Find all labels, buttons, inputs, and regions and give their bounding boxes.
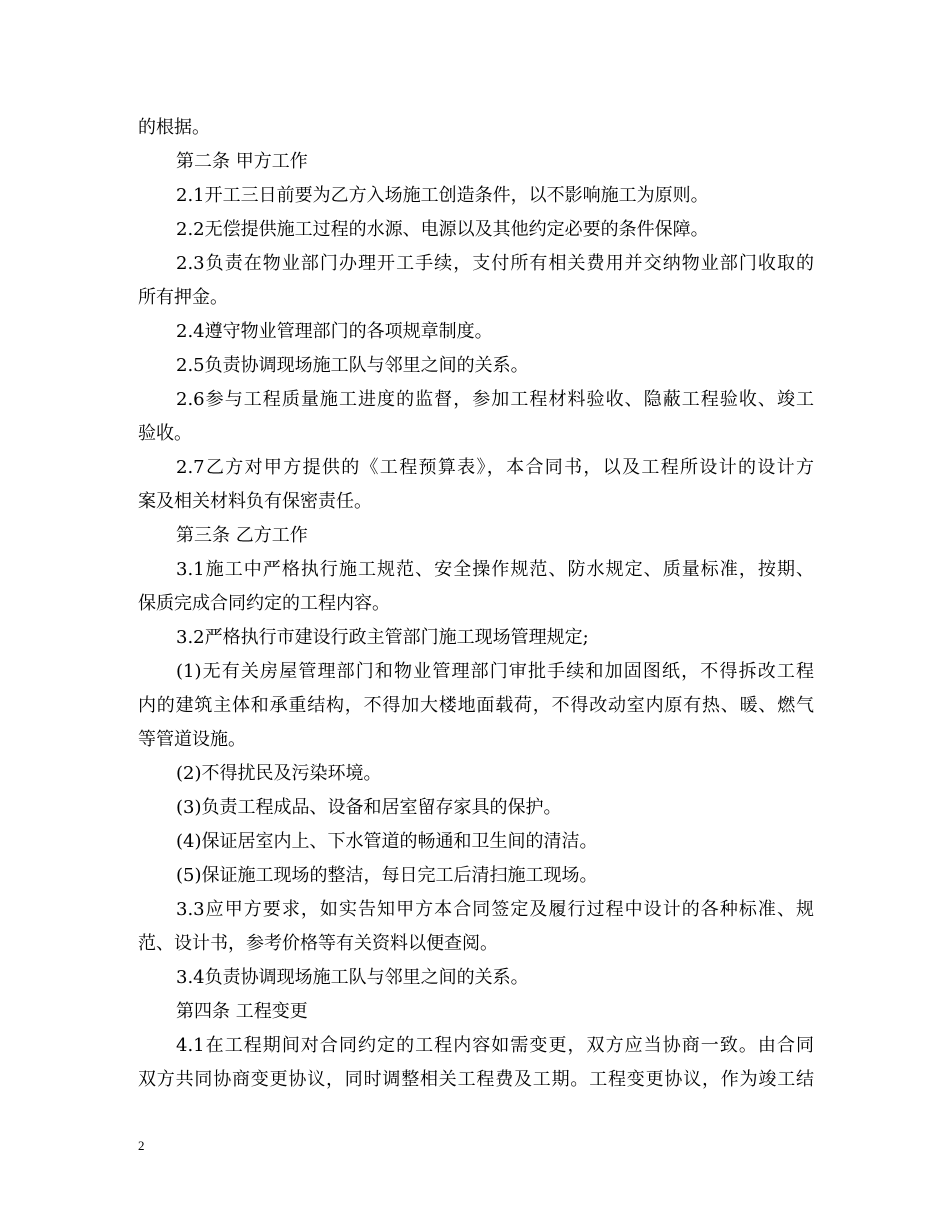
text-line: 验收。: [138, 423, 192, 444]
text-line: 案及相关材料负有保密责任。: [138, 491, 372, 512]
contract-body: [138, 111, 814, 1097]
text-line: 所有押金。: [138, 287, 228, 308]
text-line: 2.4遵守物业管理部门的各项规章制度。: [176, 321, 493, 342]
text-line: 3.4负责协调现场施工队与邻里之间的关系。: [176, 967, 529, 988]
text-line: 第二条 甲方工作: [176, 151, 308, 172]
text-line: 第四条 工程变更: [176, 1001, 308, 1022]
text-line: (2)不得扰民及污染环境。: [176, 763, 382, 784]
text-line: 2.7乙方对甲方提供的《工程预算表》，本合同书，以及工程所设计的设计方: [176, 457, 814, 478]
text-line: 2.2无偿提供施工过程的水源、电源以及其他约定必要的条件保障。: [176, 219, 709, 240]
text-line: 2.1开工三日前要为乙方入场施工创造条件，以不影响施工为原则。: [176, 185, 709, 206]
text-line: 范、设计书，参考价格等有关资料以便查阅。: [138, 933, 498, 954]
text-line: 4.1在工程期间对合同约定的工程内容如需变更，双方应当协商一致。由合同: [176, 1035, 814, 1056]
text-line: 2.3负责在物业部门办理开工手续，支付所有相关费用并交纳物业部门收取的: [176, 253, 814, 274]
text-line: (5)保证施工现场的整洁，每日完工后清扫施工现场。: [176, 865, 598, 886]
text-line: 第三条 乙方工作: [176, 525, 308, 546]
text-line: 的根据。: [138, 117, 210, 138]
text-line: 3.2严格执行市建设行政主管部门施工现场管理规定;: [176, 627, 589, 648]
text-line: (3)负责工程成品、设备和居室留存家具的保护。: [176, 797, 562, 818]
text-line: 保质完成合同约定的工程内容。: [138, 593, 390, 614]
text-line: 2.6参与工程质量施工进度的监督，参加工程材料验收、隐蔽工程验收、竣工: [176, 389, 814, 410]
text-line: 3.1施工中严格执行施工规范、安全操作规范、防水规定、质量标准，按期、: [176, 559, 814, 580]
text-line: 内的建筑主体和承重结构，不得加大楼地面载荷，不得改动室内原有热、暖、燃气: [138, 695, 814, 716]
text-line: 2.5负责协调现场施工队与邻里之间的关系。: [176, 355, 529, 376]
text-line: (1)无有关房屋管理部门和物业管理部门审批手续和加固图纸，不得拆改工程: [176, 661, 814, 682]
page-number: 2: [138, 1138, 145, 1153]
text-line: 等管道设施。: [138, 729, 246, 750]
text-line: (4)保证居室内上、下水管道的畅通和卫生间的清洁。: [176, 831, 598, 852]
text-line: 双方共同协商变更协议，同时调整相关工程费及工期。工程变更协议，作为竣工结: [138, 1069, 814, 1090]
text-line: 3.3应甲方要求，如实告知甲方本合同签定及履行过程中设计的各种标准、规: [176, 899, 814, 920]
